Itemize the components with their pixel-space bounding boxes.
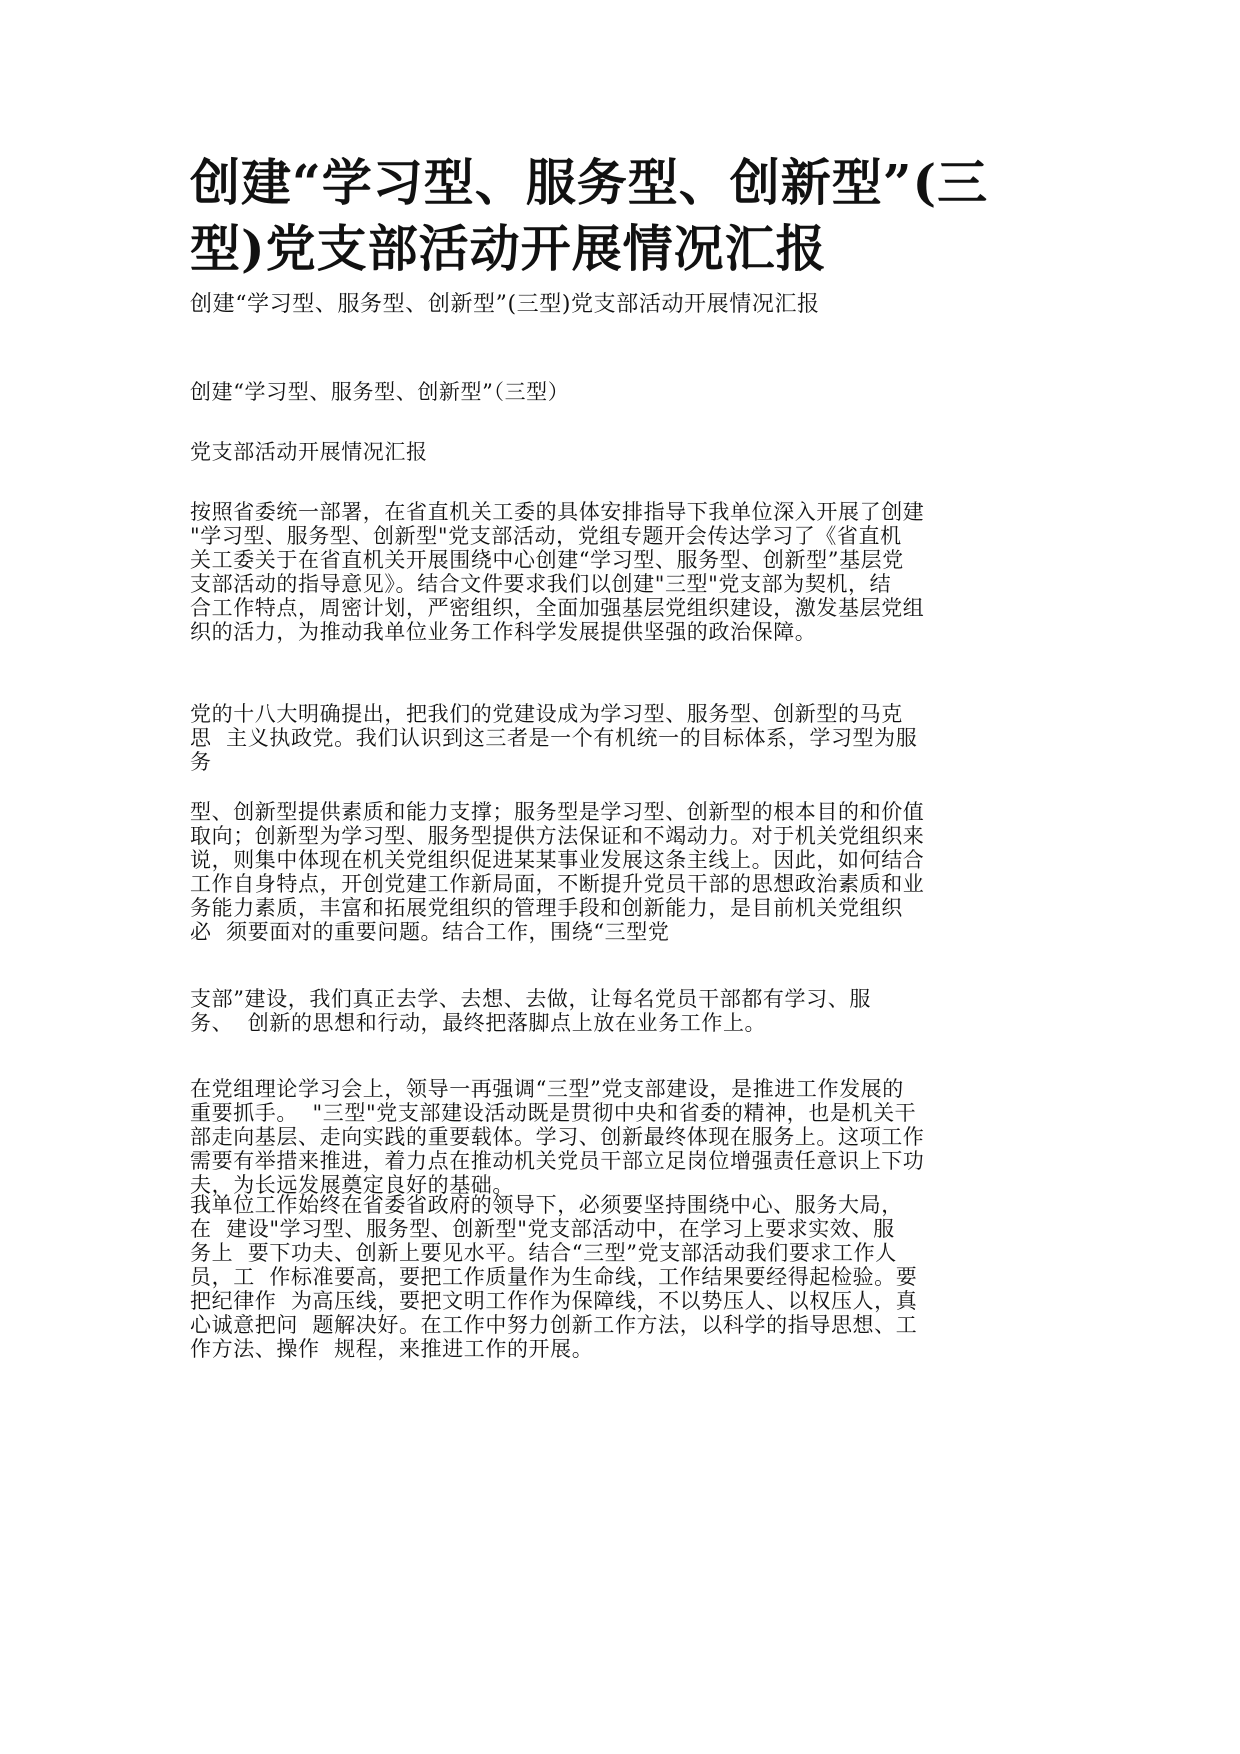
paragraph-4: 支部”建设，我们真正去学、去想、去做，让每名党员干部都有学习、服 务、 创新的思想和行动，最终把落脚点上放在业务工作上。 xyxy=(190,987,871,1035)
section-heading-line-1: 创建“学习型、服务型、创新型”（三型） xyxy=(190,380,570,404)
document-title: 创建“学习型、服务型、创新型”(三型)党支部活动开展情况汇报 xyxy=(190,153,989,278)
section-heading-line-2: 党支部活动开展情况汇报 xyxy=(190,440,428,464)
paragraph-3: 型、创新型提供素质和能力支撑；服务型是学习型、创新型的根本目的和价值 取向；创新型为学习型、服务型提供方法保证和不竭动力。对于机关党组织来 说，则集中体现在机关党组织促进某某事业发展这条主线上。因此，如何结合 工作自身特点，开创党建工作新局面，不断提升党员干部的思想政治素质和业 务能力素质，丰富和拓展党组织的管理手段和创新能力，是目前机关党组织 必 须要面对的重要问题。结合工作，围绕“三型党 xyxy=(190,800,925,944)
document-subtitle: 创建“学习型、服务型、创新型”(三型)党支部活动开展情况汇报 xyxy=(190,292,820,317)
paragraph-6: 我单位工作始终在省委省政府的领导下，必须要坚持围绕中心、服务大局， 在 建设"学习型、服务型、创新型"党支部活动中，在学习上要求实效、服 务上 要下功夫、创新上要见水平。结合“三型”党支部活动我们要求工作人 员，工 作标准要高，要把工作质量作为生命线，工作结果要经得起检验。要 把纪律作 为高压线，要把文明工作作为保障线，不以势压人、以权压人，真 心诚意把问 题解决好。在工作中努力创新工作方法，以科学的指导思想、工 作方法、操作 规程，来推进工作的开展。 xyxy=(190,1193,918,1361)
paragraph-5: 在党组理论学习会上，领导一再强调“三型”党支部建设，是推进工作发展的 重要抓手。 "三型"党支部建设活动既是贯彻中央和省委的精神，也是机关干 部走向基层、走向实践的重要载体。学习、创新最终体现在服务上。这项工作 需要有举措来推进，着力点在推动机关党员干部立足岗位增强责任意识上下功 夫，为长远发展奠定良好的基础。 xyxy=(190,1077,925,1197)
paragraph-2: 党的十八大明确提出，把我们的党建设成为学习型、服务型、创新型的马克 思 主义执政党。我们认识到这三者是一个有机统一的目标体系，学习型为服 务 xyxy=(190,702,918,774)
paragraph-1: 按照省委统一部署，在省直机关工委的具体安排指导下我单位深入开展了创建 "学习型、服务型、创新型"党支部活动，党组专题开会传达学习了《省直机 关工委关于在省直机关开展围绕中心创建“学习型、服务型、创新型”基层党 支部活动的指导意见》。结合文件要求我们以创建"三型"党支部为契机，结 合工作特点，周密计划，严密组织，全面加强基层党组织建设，激发基层党组 织的活力，为推动我单位业务工作科学发展提供坚强的政治保障。 xyxy=(190,500,925,644)
